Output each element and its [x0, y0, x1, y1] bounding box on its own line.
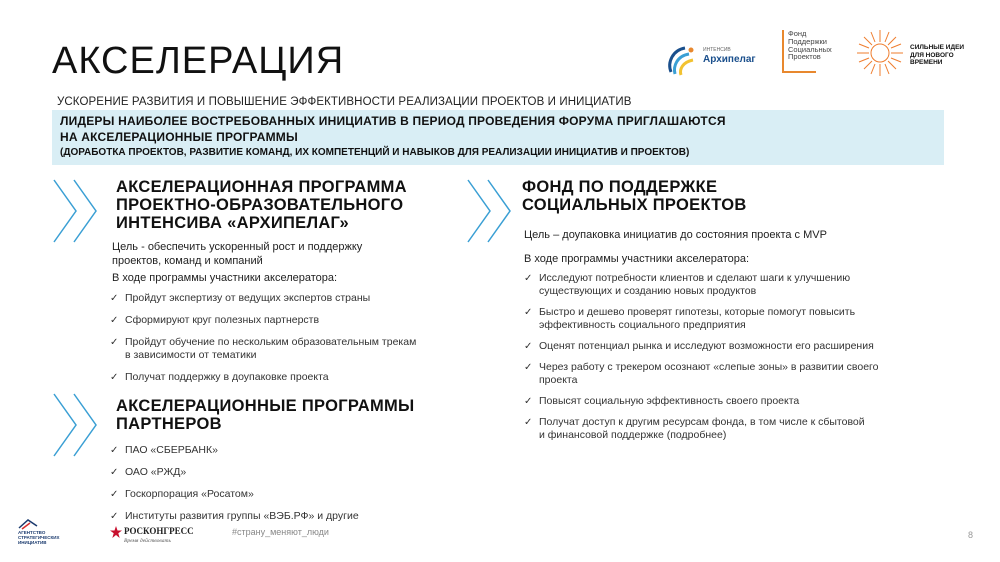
list-item: [110, 444, 440, 457]
left-intro: В ходе программы участники акселератора:: [112, 272, 338, 284]
partners-heading: [116, 397, 456, 433]
heading-line: ФОНД ПО ПОДДЕРЖКЕ: [522, 178, 718, 196]
page-number: 8: [968, 530, 974, 540]
banner-line-2: НА АКСЕЛЕРАЦИОННЫЕ ПРОГРАММЫ: [60, 130, 298, 144]
item-text: Повысят социальную эффективность своего проекта: [539, 395, 800, 407]
invitation-banner: [52, 110, 944, 165]
item-text: ОАО «РЖД»: [125, 466, 187, 478]
fond-line: Социальных: [788, 44, 832, 54]
archipelag-program-heading: [116, 178, 456, 232]
item-text: ПАО «СБЕРБАНК»: [125, 444, 218, 456]
list-item: [110, 466, 440, 479]
left-goal: [112, 240, 442, 268]
fond-line: Поддержки: [788, 36, 827, 46]
list-item: [524, 416, 944, 442]
check-icon: ✓: [110, 293, 119, 304]
check-icon: ✓: [524, 396, 533, 407]
check-icon: ✓: [110, 467, 119, 478]
page-title: АКСЕЛЕРАЦИЯ: [52, 40, 345, 82]
item-text: Сформируют круг полезных партнерств: [125, 314, 320, 326]
strong-ideas-line: СИЛЬНЫЕ ИДЕИ: [910, 44, 965, 51]
item-text: Пройдут обучение по нескольким образовательным трекам: [125, 336, 417, 348]
partners-list: [110, 444, 440, 532]
list-item: [524, 306, 944, 332]
list-item: [110, 371, 480, 384]
archipelag-name: Архипелаг: [703, 54, 756, 65]
right-benefits-list: [524, 272, 944, 450]
archipelag-logo: [665, 40, 785, 80]
asi-line: АГЕНТСТВО: [18, 530, 46, 535]
list-item: [110, 292, 480, 305]
item-text: Госкорпорация «Росатом»: [125, 488, 254, 500]
fond-logo: [780, 28, 850, 78]
goal-line: проектов, команд и компаний: [112, 255, 263, 267]
right-goal: Цель – доупаковка инициатив до состояния проекта с MVP: [524, 229, 827, 241]
heading-line: АКСЕЛЕРАЦИОННЫЕ ПРОГРАММЫ: [116, 397, 415, 415]
list-item: [524, 272, 944, 298]
fond-line: Проектов: [788, 52, 821, 62]
check-icon: ✓: [110, 489, 119, 500]
asi-line: ИНИЦИАТИВ: [18, 540, 47, 545]
roscongress-name: РОСКОНГРЕСС: [124, 526, 194, 536]
banner-line-1: ЛИДЕРЫ НАИБОЛЕЕ ВОСТРЕБОВАННЫХ ИНИЦИАТИВ В ПЕРИОД ПРОВЕДЕНИЯ ФОРУМА ПРИГЛАШАЮТСЯ: [60, 114, 726, 128]
heading-line: ИНТЕНСИВА «АРХИПЕЛАГ»: [116, 214, 350, 232]
strong-ideas-logo: [855, 28, 965, 78]
list-item: [524, 395, 944, 408]
chevron-partners-icon: [52, 392, 108, 458]
item-text: эффективность социального предприятия: [539, 319, 746, 331]
hashtag: #страну_меняют_люди: [232, 527, 329, 537]
item-text: Оценят потенциал рынка и исследуют возможности его расширения: [539, 340, 874, 352]
check-icon: ✓: [110, 315, 119, 326]
item-text: Получат поддержку в доупаковке проекта: [125, 371, 329, 383]
item-text: Быстро и дешево проверят гипотезы, которые помогут повысить: [539, 306, 856, 318]
check-icon: ✓: [524, 307, 533, 318]
chevron-right-column-icon: [466, 178, 522, 244]
item-text: в зависимости от тематики: [125, 349, 257, 361]
asi-logo: [18, 518, 98, 548]
item-text: Пройдут экспертизу от ведущих экспертов страны: [125, 292, 371, 304]
heading-line: ПРОЕКТНО-ОБРАЗОВАТЕЛЬНОГО: [116, 196, 404, 214]
fond-heading: [522, 178, 862, 214]
check-icon: ✓: [110, 445, 119, 456]
check-icon: ✓: [110, 337, 119, 348]
sunburst-icon: [855, 28, 905, 78]
list-item: [524, 340, 944, 353]
roscongress-slogan: Время действовать: [124, 538, 171, 544]
fond-line: Фонд: [788, 29, 807, 38]
item-text: существующих и созданию новых продуктов: [539, 285, 757, 297]
list-item: [110, 336, 480, 362]
check-icon: ✓: [524, 273, 533, 284]
list-item: [524, 361, 944, 387]
item-text: Через работу с трекером осознают «слепые зоны» в развитии своего: [539, 361, 879, 373]
check-icon: ✓: [110, 511, 119, 522]
roscongress-logo: [110, 526, 230, 552]
strong-ideas-line: ВРЕМЕНИ: [910, 59, 943, 66]
chevron-left-column-icon: [52, 178, 108, 244]
item-text: и финансовой поддержке (подробнее): [539, 429, 727, 441]
check-icon: ✓: [524, 341, 533, 352]
check-icon: ✓: [524, 362, 533, 373]
check-icon: ✓: [110, 372, 119, 383]
roscongress-star-icon: [110, 526, 122, 538]
heading-line: СОЦИАЛЬНЫХ ПРОЕКТОВ: [522, 196, 747, 214]
item-text: Получат доступ к другим ресурсам фонда, в том числе к сбытовой: [539, 416, 865, 428]
goal-line: Цель - обеспечить ускоренный рост и поддержку: [112, 241, 363, 253]
heading-line: АКСЕЛЕРАЦИОННАЯ ПРОГРАММА: [116, 178, 407, 196]
item-text: Исследуют потребности клиентов и сделают шаги к улучшению: [539, 272, 851, 284]
strong-ideas-line: ДЛЯ НОВОГО: [910, 51, 954, 59]
left-benefits-list: [110, 292, 480, 393]
asi-arrow-icon: [18, 518, 38, 530]
page-subtitle: УСКОРЕНИЕ РАЗВИТИЯ И ПОВЫШЕНИЕ ЭФФЕКТИВНОСТИ РЕАЛИЗАЦИИ ПРОЕКТОВ И ИНИЦИАТИВ: [57, 96, 632, 108]
archipelag-icon: [665, 44, 699, 78]
list-item: [110, 488, 440, 501]
item-text: проекта: [539, 374, 578, 386]
item-text: Институты развития группы «ВЭБ.РФ» и другие: [125, 510, 359, 522]
check-icon: ✓: [524, 417, 533, 428]
archipelag-small-label: ИНТЕНСИВ: [703, 47, 731, 53]
right-intro: В ходе программы участники акселератора:: [524, 253, 750, 265]
asi-line: СТРАТЕГИЧЕСКИХ: [18, 535, 60, 540]
banner-line-3: (ДОРАБОТКА ПРОЕКТОВ, РАЗВИТИЕ КОМАНД, ИХ КОМПЕТЕНЦИЙ И НАВЫКОВ ДЛЯ РЕАЛИЗАЦИИ ИНИЦИАТИВ И ПРОЕКТОВ): [60, 147, 690, 158]
heading-line: ПАРТНЕРОВ: [116, 415, 222, 433]
list-item: [110, 510, 440, 523]
list-item: [110, 314, 480, 327]
